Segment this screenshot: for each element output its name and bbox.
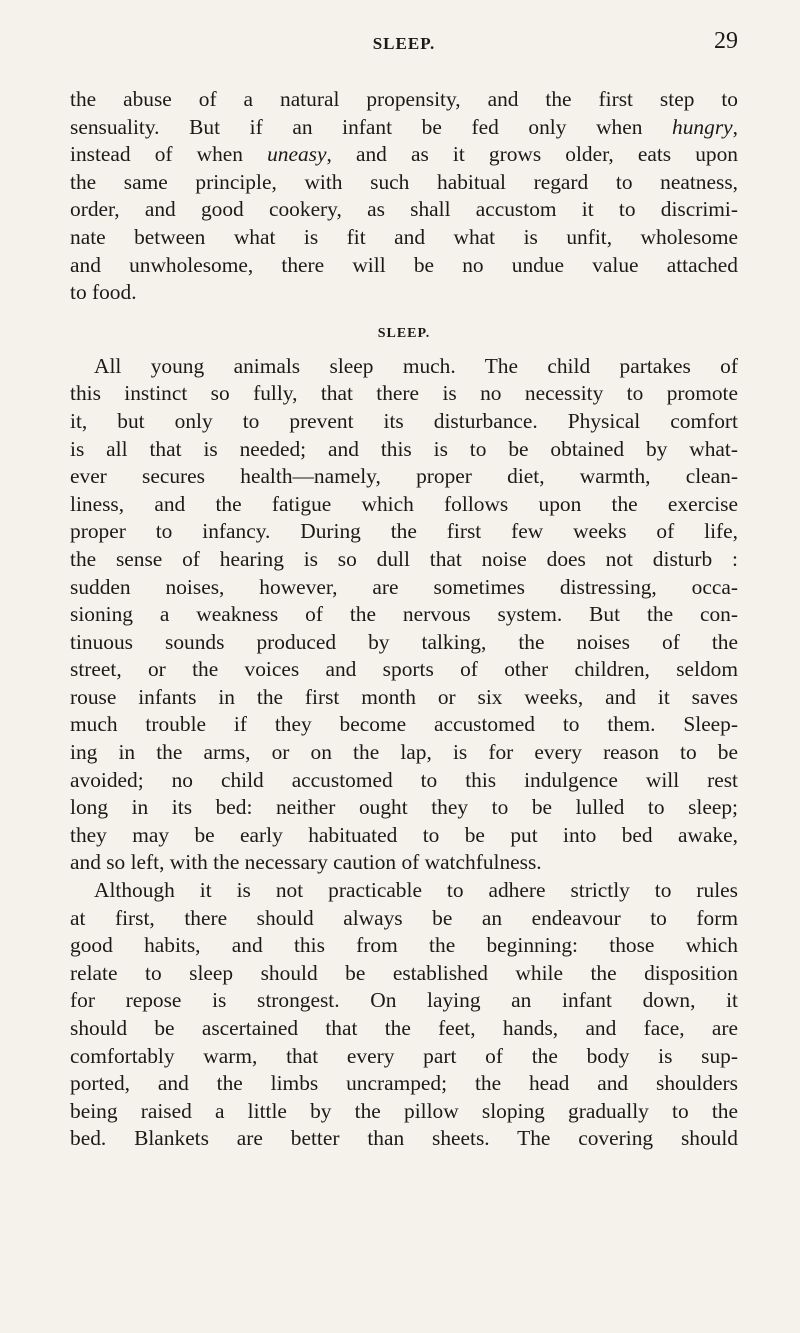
text-line: bed. Blankets are better than sheets. The covering should bbox=[70, 1126, 738, 1151]
text-line: ing in the arms, or on the lap, is for every reason to be bbox=[70, 740, 738, 765]
text-line: tinuous sounds produced by talking, the noises of the bbox=[70, 629, 738, 654]
text-line: Although it is not practicable to adhere strictly to rules bbox=[94, 878, 738, 903]
text-line: for repose is strongest. On laying an infant down, it bbox=[70, 988, 738, 1013]
section-heading: SLEEP. bbox=[377, 325, 431, 341]
text-line: rouse infants in the first month or six weeks, and it saves bbox=[70, 684, 738, 709]
text-line: sudden noises, however, are sometimes distressing, occa- bbox=[70, 574, 738, 599]
text-line: ever secures health—namely, proper diet, warmth, clean- bbox=[70, 464, 738, 489]
text-line: this instinct so fully, that there is no necessity to promote bbox=[70, 381, 738, 406]
text-line: sensuality. But if an infant be fed only when hungry, bbox=[70, 114, 738, 139]
text-line: relate to sleep should be established while the disposition bbox=[70, 960, 738, 985]
text-line: to food. bbox=[70, 280, 137, 305]
text-line: nate between what is fit and what is unfit, wholesome bbox=[70, 224, 738, 249]
text-line: ported, and the limbs uncramped; the head and shoulders bbox=[70, 1071, 738, 1096]
text-line: avoided; no child accustomed to this indulgence will rest bbox=[70, 767, 738, 792]
running-head bbox=[70, 28, 738, 58]
text-line: All young animals sleep much. The child partakes of bbox=[94, 353, 738, 378]
running-title: SLEEP. bbox=[372, 34, 436, 53]
text-line: it, but only to prevent its disturbance. Physical comfort bbox=[70, 408, 738, 433]
text-line: should be ascertained that the feet, hands, and face, are bbox=[70, 1016, 738, 1040]
text-line: order, and good cookery, as shall accustom it to discrimi- bbox=[70, 197, 738, 222]
text-line: comfortably warm, that every part of the body is sup- bbox=[70, 1043, 738, 1068]
italic-word: uneasy bbox=[267, 142, 327, 167]
body-text bbox=[70, 86, 738, 1153]
text-line: they may be early habituated to be put into bed awake, bbox=[70, 822, 738, 847]
text-line: and so left, with the necessary caution of watchfulness. bbox=[70, 850, 542, 875]
text-line: long in its bed: neither ought they to be lulled to sleep; bbox=[70, 795, 738, 820]
text-line: the abuse of a natural propensity, and the first step to bbox=[70, 87, 738, 111]
text-line: is all that is needed; and this is to be obtained by what- bbox=[70, 436, 738, 461]
text-line: street, or the voices and sports of other children, seldom bbox=[70, 657, 738, 682]
text-line: proper to infancy. During the first few weeks of life, bbox=[70, 519, 738, 544]
text-line: sioning a weakness of the nervous system. But the con- bbox=[70, 602, 738, 627]
text-line: liness, and the fatigue which follows upon the exercise bbox=[70, 491, 738, 516]
text-line: the sense of hearing is so dull that noise does not disturb : bbox=[70, 546, 738, 571]
text-line: much trouble if they become accustomed to them. Sleep- bbox=[70, 712, 738, 737]
text-line: the same principle, with such habitual regard to neatness, bbox=[70, 169, 738, 194]
italic-word: hungry bbox=[672, 114, 733, 139]
text-line: and unwholesome, there will be no undue value attached bbox=[70, 252, 738, 277]
paragraph-3 bbox=[70, 877, 738, 1153]
paragraph-2 bbox=[70, 353, 738, 877]
page-number: 29 bbox=[714, 28, 738, 54]
paragraph-1 bbox=[70, 86, 738, 307]
text-line: good habits, and this from the beginning: those which bbox=[70, 933, 738, 958]
text-line: instead of when uneasy, and as it grows older, eats upon bbox=[70, 142, 738, 167]
text-line: at first, there should always be an endeavour to form bbox=[70, 905, 738, 930]
text-line: being raised a little by the pillow sloping gradually to the bbox=[70, 1098, 738, 1123]
